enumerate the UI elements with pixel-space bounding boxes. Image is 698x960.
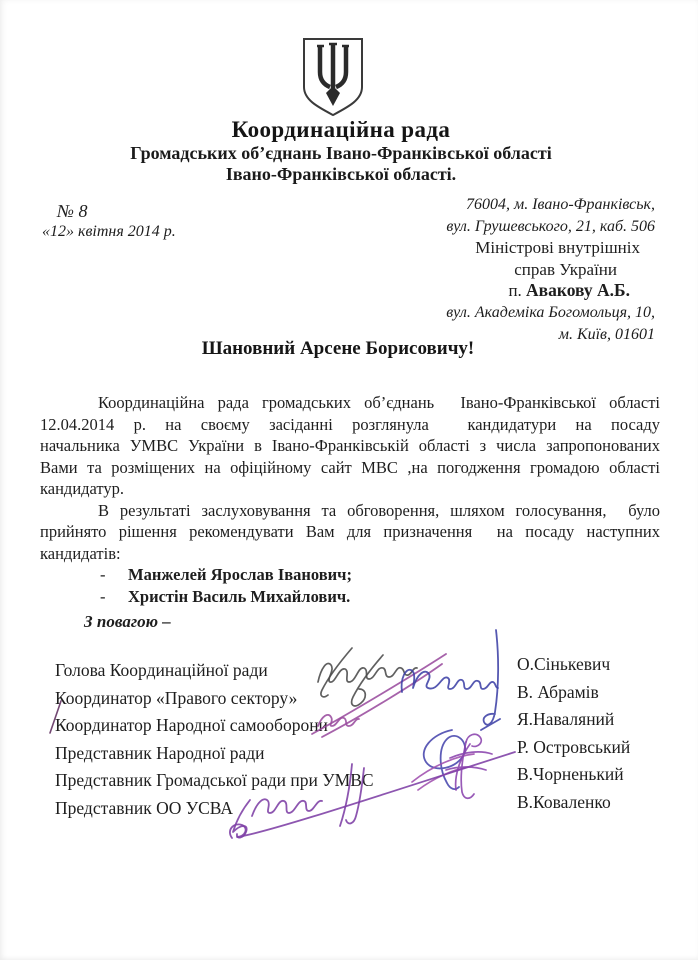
signature-ink-blue <box>402 630 500 730</box>
recipient-postal-city: 76004, м. Івано-Франківськ, <box>466 196 655 213</box>
paragraph2-line: В результаті заслуховування та обговорення, шляхом голосування, було <box>98 500 660 520</box>
signatory-name: Р. Островський <box>517 736 631 757</box>
paragraph2-line: прийнято рішення рекомендувати Вам для призначення на посаду наступних <box>40 522 660 541</box>
paragraph1-line: начальника УМВС України в Івано-Франківській області з числа запропонованих <box>40 436 660 455</box>
list-dash: - <box>100 565 106 584</box>
signature-ink-purple3 <box>446 734 492 798</box>
closing-phrase: З повагою – <box>84 612 171 631</box>
signatory-name: В. Абрамів <box>517 681 599 702</box>
signatory-role: Координатор Народної самооборони <box>55 715 328 735</box>
paragraph1-line: 12.04.2014 р. на своєму засіданні розглянула кандидатури на посаду <box>40 414 660 434</box>
letterhead <box>0 116 682 185</box>
organization-subtitle-1: Громадських об’єднань Івано-Франківської області <box>130 143 552 163</box>
recipient-name: Авакову А.Б. <box>526 280 630 301</box>
signatory-roles <box>55 657 415 822</box>
signatory-names <box>517 651 677 816</box>
candidate-name: Христін Василь Михайлович. <box>128 586 351 606</box>
signatory-name: В.Чорненький <box>517 764 624 784</box>
organization-title: Координаційна рада <box>231 117 451 142</box>
recipient-person <box>325 280 655 302</box>
organization-subtitle-2: Івано-Франківської області. <box>225 164 457 184</box>
signature-ink-violet <box>412 754 474 790</box>
document-date: «12» квітня 2014 р. <box>42 223 176 240</box>
document-number: № 8 <box>57 201 88 221</box>
signatory-role: Координатор «Правого сектору» <box>55 687 298 708</box>
signatory-role: Представник Громадської ради при УМВС <box>55 770 374 790</box>
ukraine-trident-emblem <box>300 36 366 118</box>
recipient-title-line2: справ України <box>514 259 617 279</box>
salutation: Шановний Арсене Борисовичу! <box>201 338 475 359</box>
signatory-role: Представник ОО УСВА <box>55 797 234 818</box>
list-dash: - <box>100 586 106 606</box>
trident-glyph <box>317 44 349 88</box>
signatory-name: О.Сінькевич <box>517 654 611 674</box>
candidate-item <box>40 586 660 608</box>
signatory-role: Представник Народної ради <box>55 742 265 763</box>
candidate-name: Манжелей Ярослав Іванович; <box>128 565 352 584</box>
signatory-role: Голова Координаційної ради <box>55 660 268 680</box>
recipient-address-city: м. Київ, 01601 <box>558 325 655 343</box>
paragraph1-line: Координаційна рада громадських об’єднань Івано-Франківської області <box>98 393 660 412</box>
signatory-name: В.Коваленко <box>517 791 611 812</box>
signatory-name: Я.Наваляний <box>517 709 615 729</box>
paragraph1-line: Вами та розміщених на офіційному сайт МВС ,на погодження громадою області <box>40 457 660 477</box>
recipient-block <box>325 194 655 345</box>
recipient-honorific: п. <box>508 281 527 301</box>
recipient-address-street: вул. Академіка Богомольця, 10, <box>446 303 655 321</box>
paragraph2-line: кандидатів: <box>40 543 121 563</box>
paragraph1-line: кандидатур. <box>40 479 125 498</box>
signature-ink-blue2 <box>424 730 465 789</box>
candidate-item <box>40 564 660 586</box>
trident-base <box>326 86 340 106</box>
recipient-street-office: вул. Грушевського, 21, каб. 506 <box>446 217 655 235</box>
recipient-title-line1: Міністрові внутрішніх <box>475 238 640 258</box>
letter-body <box>40 392 660 607</box>
